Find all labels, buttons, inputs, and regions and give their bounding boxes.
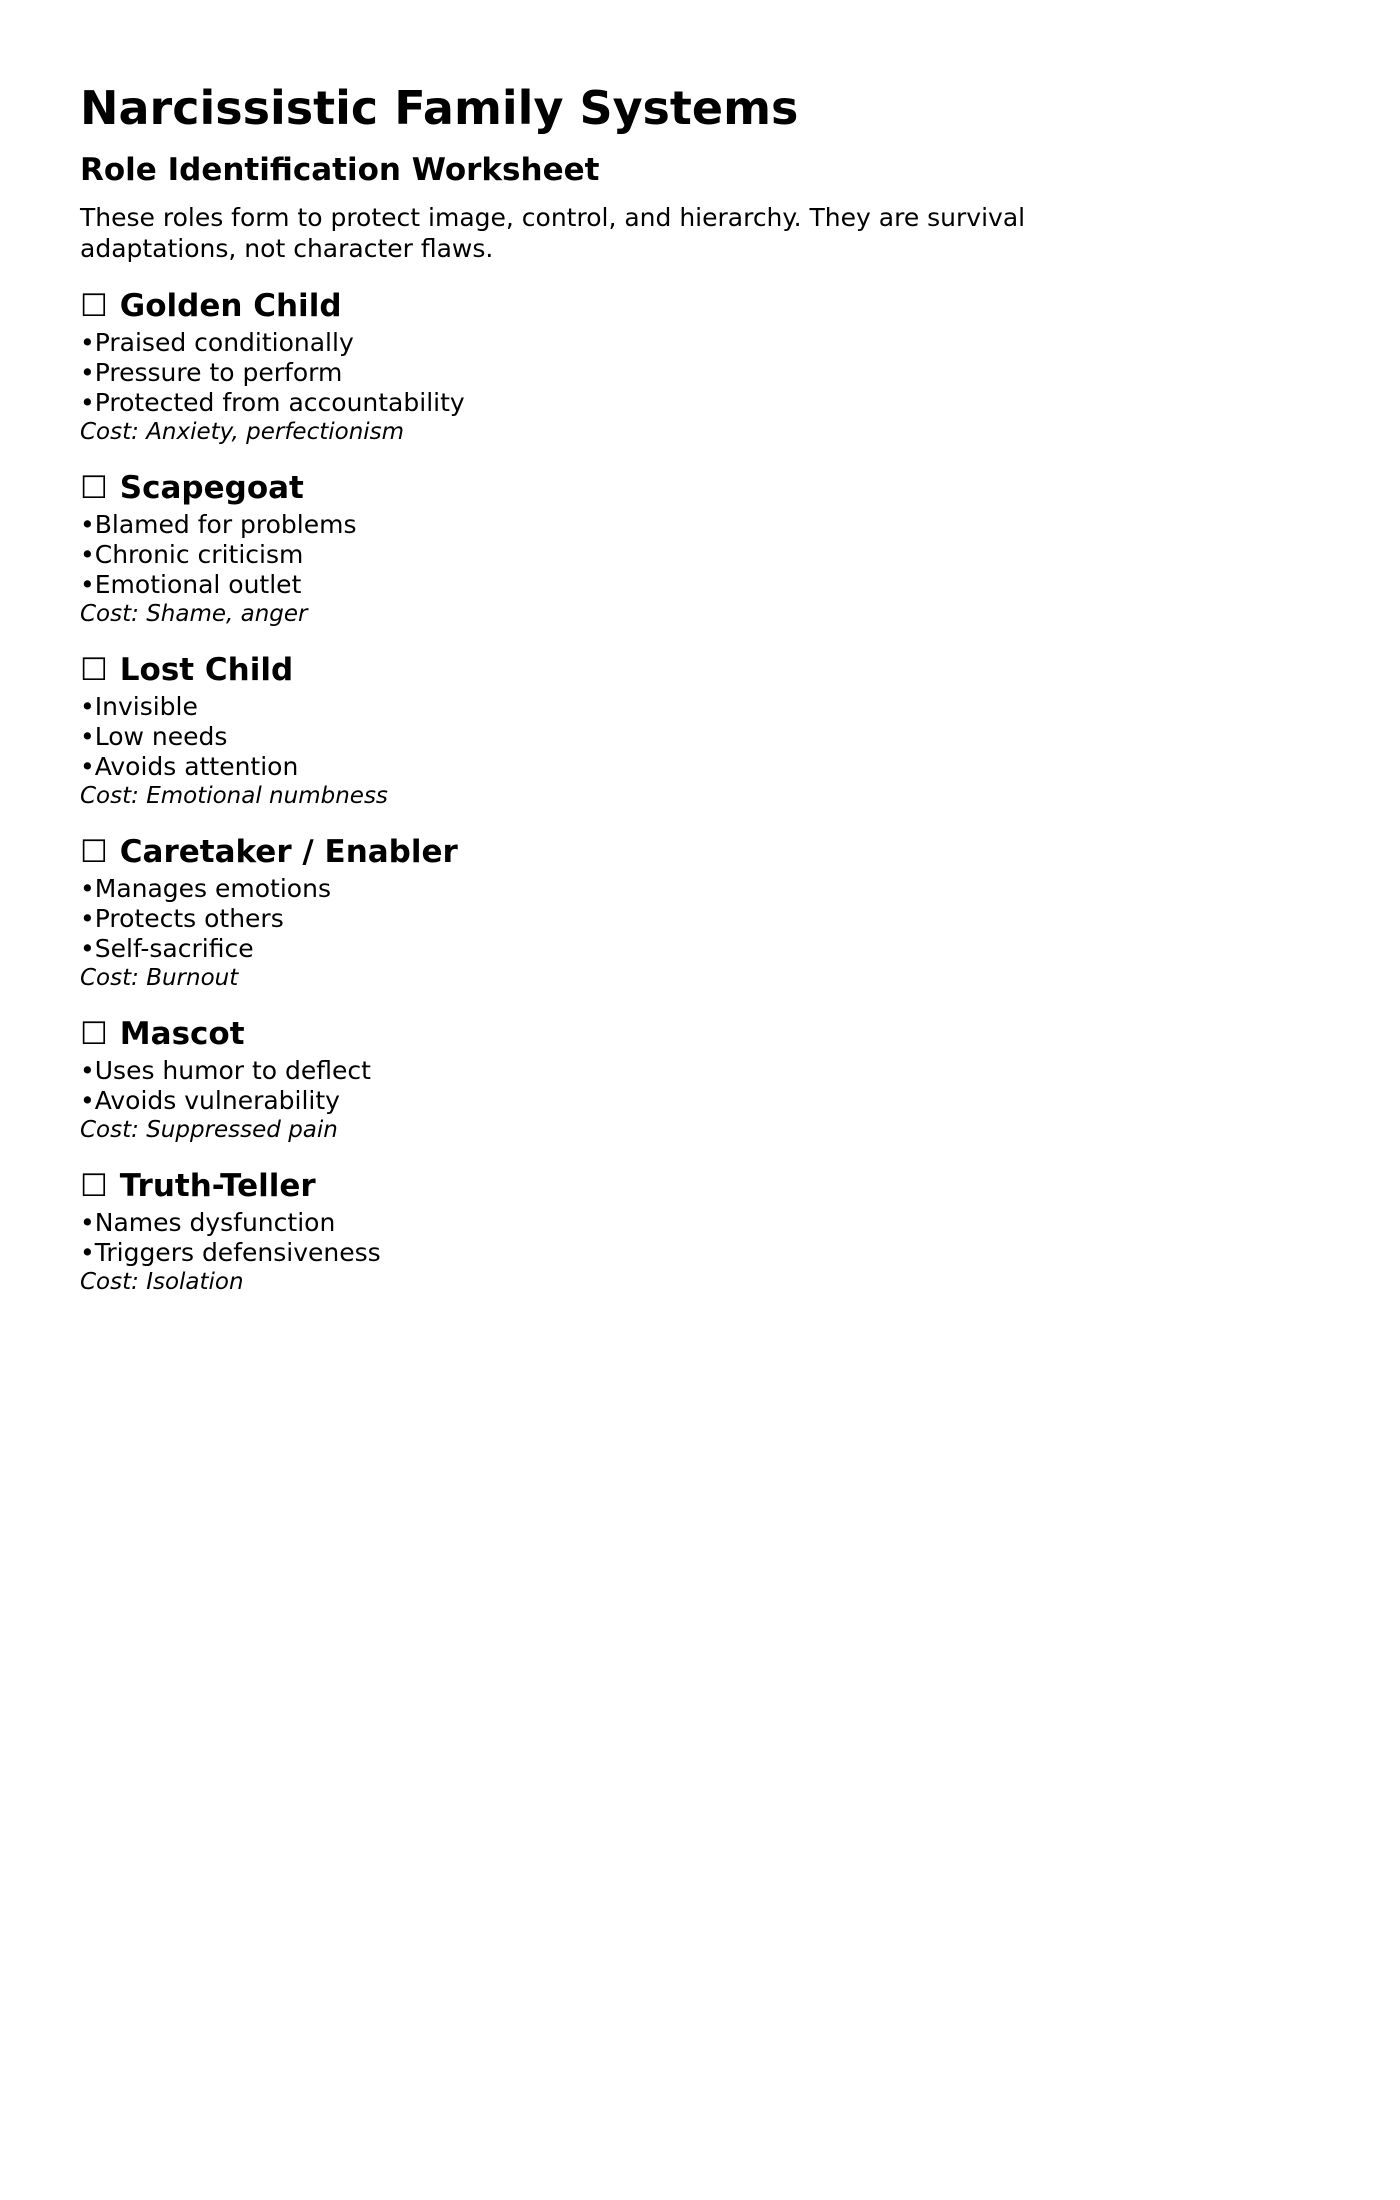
trait-item: • Invisible [80, 692, 1320, 722]
checkbox-icon[interactable]: ☐ [80, 652, 108, 688]
role-cost: Cost: Anxiety, perfectionism [80, 419, 405, 445]
role-cost: Cost: Isolation [80, 1269, 244, 1295]
worksheet-page [80, 80, 1320, 1318]
intro-text: These roles form to protect image, control, and hierarchy. They are survival adaptations, not character flaws. [80, 203, 1026, 263]
trait-item: • Avoids vulnerability [80, 1086, 1320, 1116]
role-scapegoat [80, 468, 1320, 628]
role-cost: Cost: Burnout [80, 965, 239, 991]
trait-list [80, 692, 1320, 782]
trait-item: • Blamed for problems [80, 510, 1320, 540]
trait-item: • Protects others [80, 904, 1320, 934]
trait-item: • Self-sacrifice [80, 934, 1320, 964]
trait-list [80, 874, 1320, 964]
trait-list [80, 1056, 1320, 1116]
role-heading [80, 1166, 1320, 1206]
role-name: Lost Child [119, 652, 294, 688]
role-truth-teller [80, 1166, 1320, 1296]
role-heading [80, 286, 1320, 326]
role-name: Golden Child [119, 288, 342, 324]
trait-item: • Triggers defensiveness [80, 1238, 1320, 1268]
trait-list [80, 1208, 1320, 1268]
role-golden-child [80, 286, 1320, 446]
page-title: Narcissistic Family Systems [80, 81, 799, 135]
role-cost: Cost: Suppressed pain [80, 1117, 338, 1143]
role-name: Mascot [119, 1016, 245, 1052]
role-caretaker-enabler [80, 832, 1320, 992]
checkbox-icon[interactable]: ☐ [80, 834, 108, 870]
page-subtitle: Role Identification Worksheet [80, 152, 600, 188]
role-name: Caretaker / Enabler [119, 834, 458, 870]
role-cost: Cost: Shame, anger [80, 601, 308, 627]
trait-item: • Praised conditionally [80, 328, 1320, 358]
trait-item: • Protected from accountability [80, 388, 1320, 418]
role-heading [80, 468, 1320, 508]
checkbox-icon[interactable]: ☐ [80, 288, 108, 324]
checkbox-icon[interactable]: ☐ [80, 470, 108, 506]
checkbox-icon[interactable]: ☐ [80, 1016, 108, 1052]
role-heading [80, 1014, 1320, 1054]
trait-item: • Emotional outlet [80, 570, 1320, 600]
trait-item: • Uses humor to deflect [80, 1056, 1320, 1086]
role-cost: Cost: Emotional numbness [80, 783, 388, 809]
trait-item: • Manages emotions [80, 874, 1320, 904]
trait-list [80, 328, 1320, 418]
role-heading [80, 832, 1320, 872]
role-name: Scapegoat [119, 470, 304, 506]
trait-item: • Chronic criticism [80, 540, 1320, 570]
trait-item: • Names dysfunction [80, 1208, 1320, 1238]
trait-item: • Pressure to perform [80, 358, 1320, 388]
trait-item: • Low needs [80, 722, 1320, 752]
role-name: Truth-Teller [119, 1168, 316, 1204]
trait-item: • Avoids attention [80, 752, 1320, 782]
role-mascot [80, 1014, 1320, 1144]
trait-list [80, 510, 1320, 600]
role-lost-child [80, 650, 1320, 810]
checkbox-icon[interactable]: ☐ [80, 1168, 108, 1204]
role-heading [80, 650, 1320, 690]
